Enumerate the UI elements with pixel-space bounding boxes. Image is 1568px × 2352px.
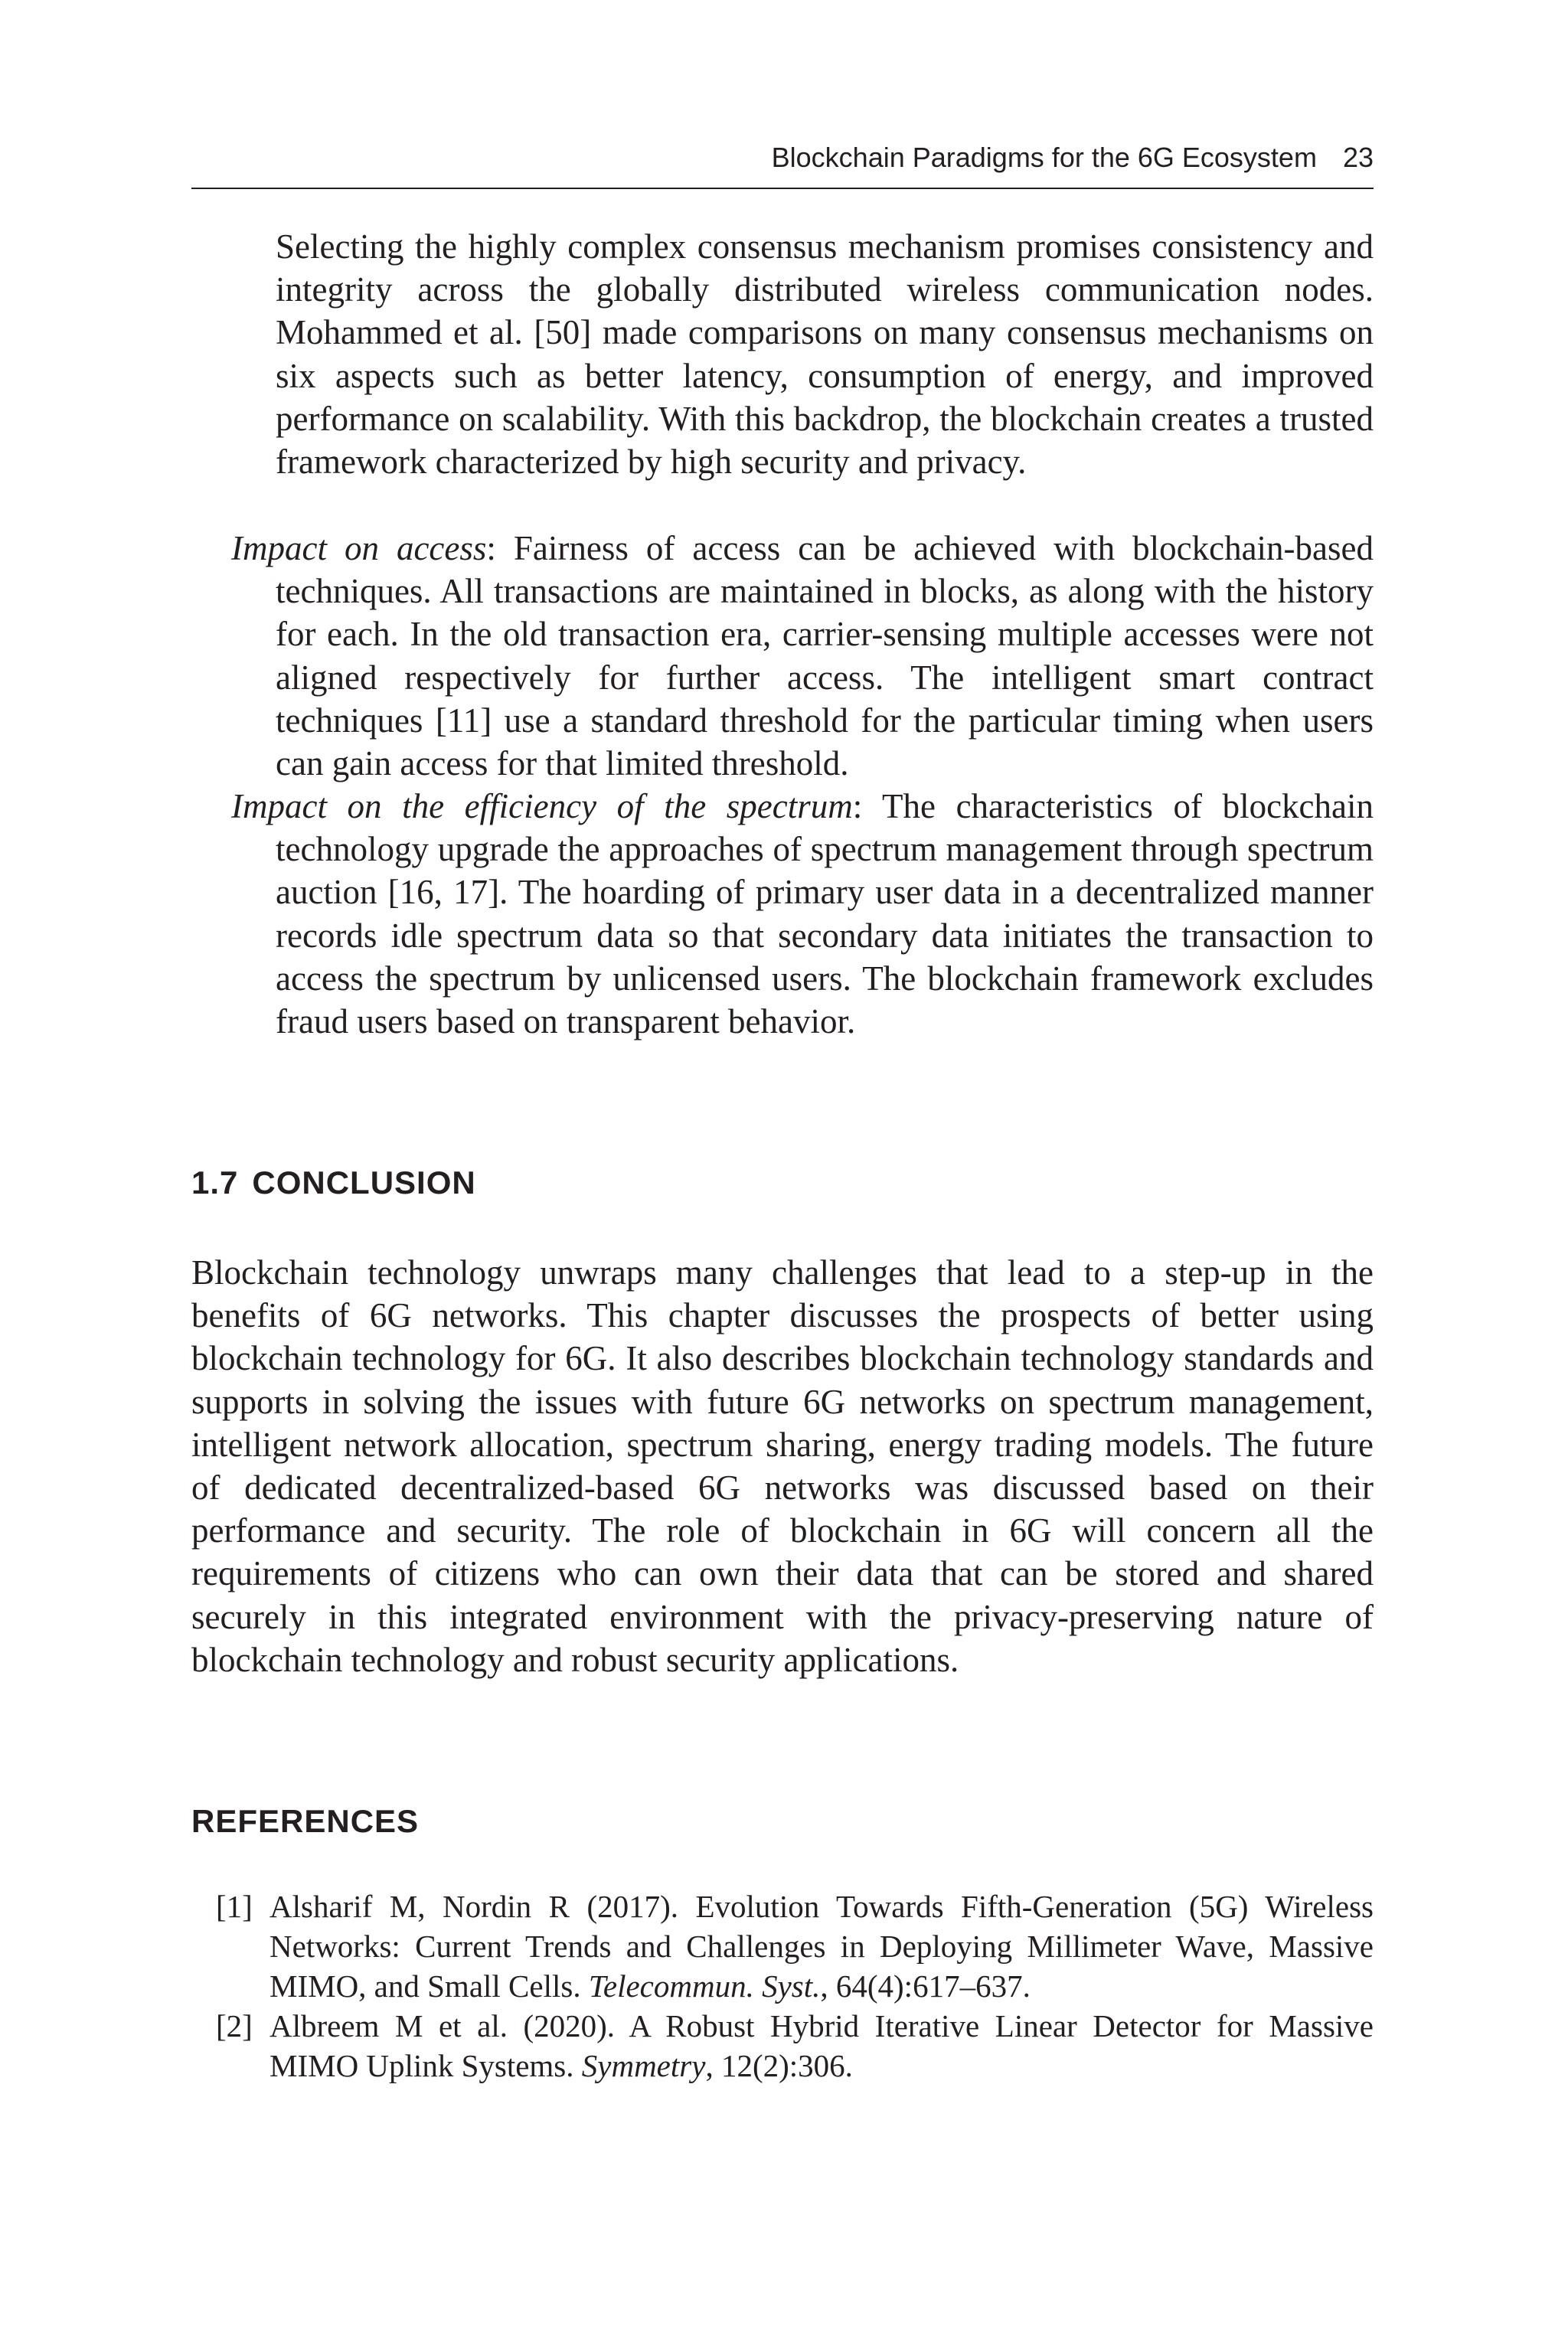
impact-on-access-item xyxy=(231,527,1374,785)
impact-on-access-text: : Fairness of access can be achieved with blockchain-based techniques. All transactions are maintained in blocks, as along with the history for each. In the old transaction era, carrier-sensing multiple accesses were not aligned respectively for further access. The intelligent smart contract techniques [11] use a standard threshold for the particular timing when users can gain access for that limited threshold. xyxy=(276,529,1374,783)
book-page xyxy=(191,0,1374,2352)
reference-details: , 12(2):306. xyxy=(705,2048,853,2083)
reference-list xyxy=(216,1886,1374,2086)
continuation-paragraph: Selecting the highly complex consensus mechanism promises consistency and integrity across the globally distributed wireless communication nodes. Mohammed et al. [50] made comparisons on many consensus mechanisms on six aspects such as better latency, consumption of energy, and improved performance on scalability. With this backdrop, the blockchain creates a trusted framework characterized by high security and privacy. xyxy=(276,227,1374,482)
impact-on-spectrum-item xyxy=(231,785,1374,1043)
section-title: CONCLUSION xyxy=(252,1165,476,1200)
reference-item xyxy=(216,1886,1374,2006)
reference-item xyxy=(216,2006,1374,2086)
conclusion-paragraph: Blockchain technology unwraps many challenges that lead to a step-up in the benefits of 6G networks. This chapter discusses the prospects of better using blockchain technology for 6G. It also describes blockchain technology standards and supports in solving the issues with future 6G networks on spectrum management, intelligent network allocation, spectrum sharing, energy trading models. The future of dedicated decentralized-based 6G networks was discussed based on their performance and security. The role of blockchain in 6G will concern all the requirements of citizens who can own their data that can be stored and shared securely in this integrated environment with the privacy-preserving nature of blockchain technology and robust security applications. xyxy=(191,1253,1374,1679)
reference-text: Albreem M et al. (2020). A Robust Hybrid Iterative Linear Detector for Massive MIMO Uplink Systems. xyxy=(270,2008,1374,2083)
reference-details: , 64(4):617–637. xyxy=(820,1968,1031,2004)
impact-on-spectrum-term: Impact on the efficiency of the spectrum xyxy=(231,787,853,825)
impact-on-access-term: Impact on access xyxy=(231,529,487,567)
reference-number: [2] xyxy=(216,2008,253,2043)
running-head-title: Blockchain Paradigms for the 6G Ecosystem xyxy=(771,142,1317,173)
conclusion-heading xyxy=(191,1164,476,1202)
section-number: 1.7 xyxy=(191,1165,239,1200)
impact-on-spectrum-text: : The characteristics of blockchain technology upgrade the approaches of spectrum management through spectrum auction [16, 17]. The hoarding of primary user data in a decentralized manner records idle spectrum data so that secondary data initiates the transaction to access the spectrum by unlicensed users. The blockchain framework excludes fraud users based on transparent behavior. xyxy=(276,787,1374,1041)
reference-journal: Symmetry xyxy=(581,2048,706,2083)
references-heading: REFERENCES xyxy=(191,1803,420,1839)
reference-text: Alsharif M, Nordin R (2017). Evolution Towards Fifth-Generation (5G) Wireless Networks: Current Trends and Challenges in Deploying Millimeter Wave, Massive MIMO, and Small Cells. xyxy=(270,1889,1374,2004)
reference-journal: Telecommun. Syst. xyxy=(588,1968,821,2004)
reference-number: [1] xyxy=(216,1889,253,1924)
page-number: 23 xyxy=(1342,142,1374,173)
running-head xyxy=(191,141,1374,175)
header-rule xyxy=(191,188,1374,189)
